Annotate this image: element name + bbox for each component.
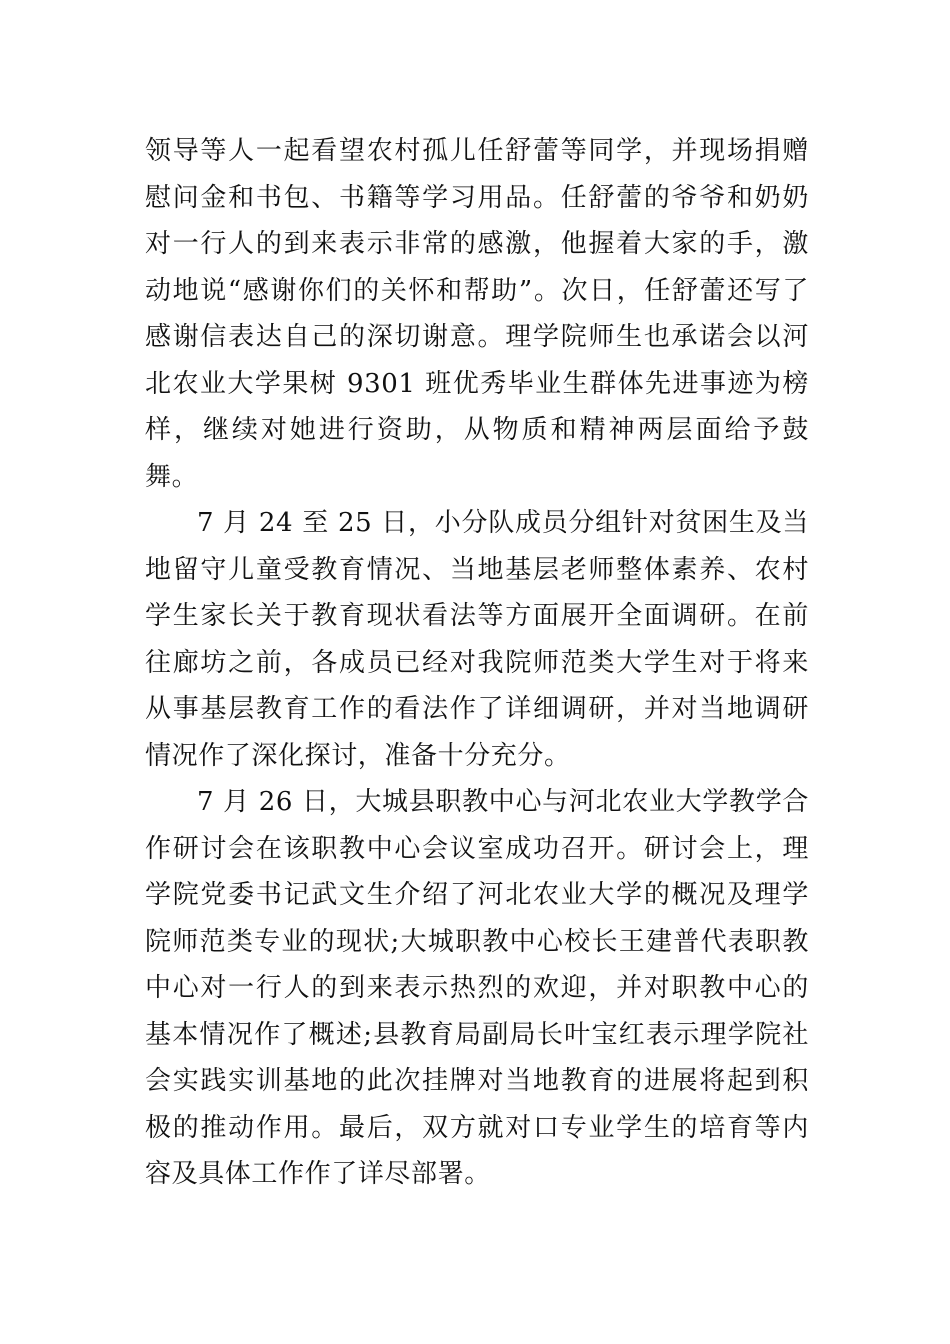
paragraph-visit-orphan: 领导等人一起看望农村孤儿任舒蕾等同学，并现场捐赠慰问金和书包、书籍等学习用品。任舒蕾的爷爷和奶奶对一行人的到来表示非常的感激，他握着大家的手，激动地说“感谢你们的关怀和帮助”。次日，任舒蕾还写了感谢信表达自己的深切谢意。理学院师生也承诺会以河北农业大学果树 9301 班优秀毕业生群体先进事迹为榜样，继续对她进行资助，从物质和精神两层面给予鼓舞。 [145,136,809,492]
paragraph-survey: 7 月 24 至 25 日，小分队成员分组针对贫困生及当地留守儿童受教育情况、当地基层老师整体素养、农村学生家长关于教育现状看法等方面展开全面调研。在前往廊坊之前，各成员已经对我院师范类大学生对于将来从事基层教育工作的看法作了详细调研，并对当地调研情况作了深化探讨，准备十分充分。 [145,508,809,771]
paragraph-seminar: 7 月 26 日，大城县职教中心与河北农业大学教学合作研讨会在该职教中心会议室成功召开。研讨会上，理学院党委书记武文生介绍了河北农业大学的概况及理学院师范类专业的现状;大城职教中心校长王建普代表职教中心对一行人的到来表示热烈的欢迎，并对职教中心的基本情况作了概述;县教育局副局长叶宝红表示理学院社会实践实训基地的此次挂牌对当地教育的进展将起到积极的推动作用。最后，双方就对口专业学生的培育等内容及具体工作作了详尽部署。 [145,787,809,1189]
document-body [145,128,809,1198]
